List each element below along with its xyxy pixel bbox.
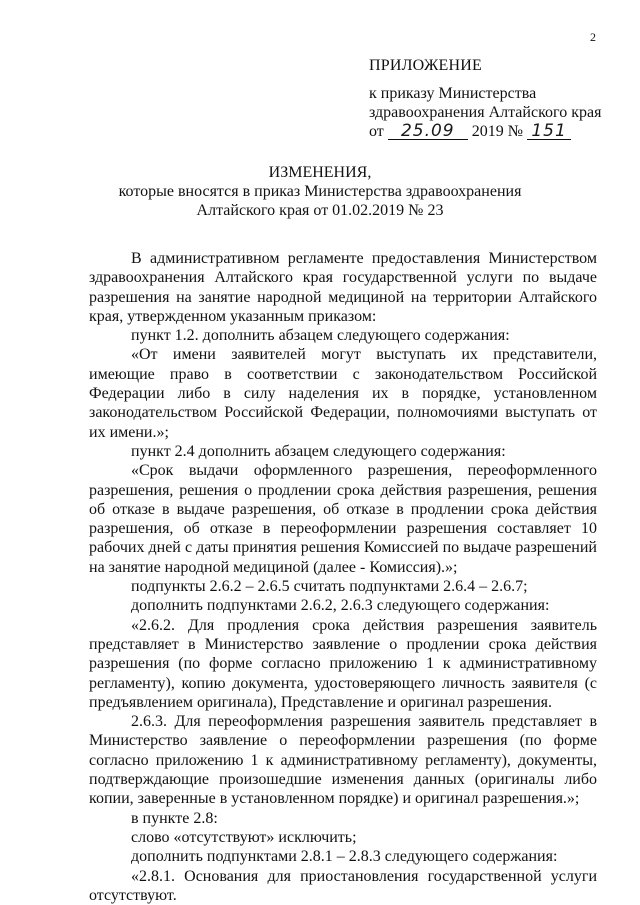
heading-title: ИЗМЕНЕНИЯ, xyxy=(268,164,372,181)
paragraph-renumber: подпункты 2.6.2 – 2.6.5 считать подпунктами 2.6.4 – 2.6.7; xyxy=(131,578,528,596)
handwritten-number: 151 xyxy=(527,122,571,141)
number-sign: № xyxy=(507,123,524,140)
document-body xyxy=(89,249,597,905)
appendix-line-1: к приказу Министерства xyxy=(369,85,537,102)
paragraph-item-2-8: в пункте 2.8: xyxy=(131,809,218,827)
document-heading xyxy=(0,163,640,220)
paragraph-quote-representatives: «От имени заявителей могут выступать их представители, имеющие право в соответствии с законодательством Российской Федерации либо в силу наделения их в порядке, установленном законодательством Российской Федерации, полномочиями выступать от их имени.»; xyxy=(89,346,597,441)
paragraph-item-2-4: пункт 2.4 дополнить абзацем следующего содержания: xyxy=(131,442,506,460)
paragraph-2-8-1: «2.8.1. Основания для приостановления государственной услуги отсутствуют. xyxy=(89,867,597,904)
heading-subtitle-line-2: Алтайского края от 01.02.2019 № 23 xyxy=(196,202,444,219)
appendix-title: ПРИЛОЖЕНИЕ xyxy=(369,57,483,74)
paragraph-intro: В административном регламенте предоставления Министерством здравоохранения Алтайского края государственной услуги по выдаче разрешения на занятие народной медициной на территории Алтайского края, утвержденном указанным приказом: xyxy=(89,250,597,325)
paragraph-word-remove: слово «отсутствуют» исключить; xyxy=(131,828,357,846)
appendix-line-2: здравоохранения Алтайского края xyxy=(369,104,602,121)
paragraph-item-1-2: пункт 1.2. дополнить абзацем следующего содержания: xyxy=(131,327,510,345)
paragraph-add-2-8: дополнить подпунктами 2.8.1 – 2.8.3 следующего содержания: xyxy=(131,848,558,866)
paragraph-2-6-2: «2.6.2. Для продления срока действия разрешения заявитель представляет в Министерство заявление о продлении срока действия разрешения (по форме согласно приложению 1 к административному регламенту), копию документа, удостоверяющего личность заявителя (с предъявлением оригинала), Представление и оригинал разрешения. xyxy=(89,616,597,711)
handwritten-date: 25.09 xyxy=(388,122,468,141)
date-prefix: от xyxy=(369,123,384,140)
heading-subtitle-line-1: которые вносятся в приказ Министерства здравоохранения xyxy=(118,183,522,200)
page-number: 2 xyxy=(590,30,596,44)
paragraph-2-6-3: 2.6.3. Для переоформления разрешения заявитель представляет в Министерство заявление о переоформлении разрешения (по форме согласно приложению 1 к административному регламенту), документы, подтверждающие произошедшие изменения данных (оригиналы либо копии, заверенные в установленном порядке) и оригинал разрешения.»; xyxy=(89,713,597,808)
paragraph-quote-term: «Срок выдачи оформленного разрешения, переоформленного разрешения, решения о продлении срока действия разрешения, решения об отказе в выдаче разрешения, об отказе в продлении срока действия разрешения, об отказе в переоформлении разрешения составляет 10 рабочих дней с даты принятия решения Комиссией по выдаче разрешений на занятие народной медициной (далее - Комиссия).»; xyxy=(89,462,597,576)
appendix-date-line xyxy=(369,122,619,141)
date-year: 2019 xyxy=(471,123,504,140)
paragraph-add-2-6: дополнить подпунктами 2.6.2, 2.6.3 следующего содержания: xyxy=(131,597,550,615)
appendix-block xyxy=(369,56,619,141)
